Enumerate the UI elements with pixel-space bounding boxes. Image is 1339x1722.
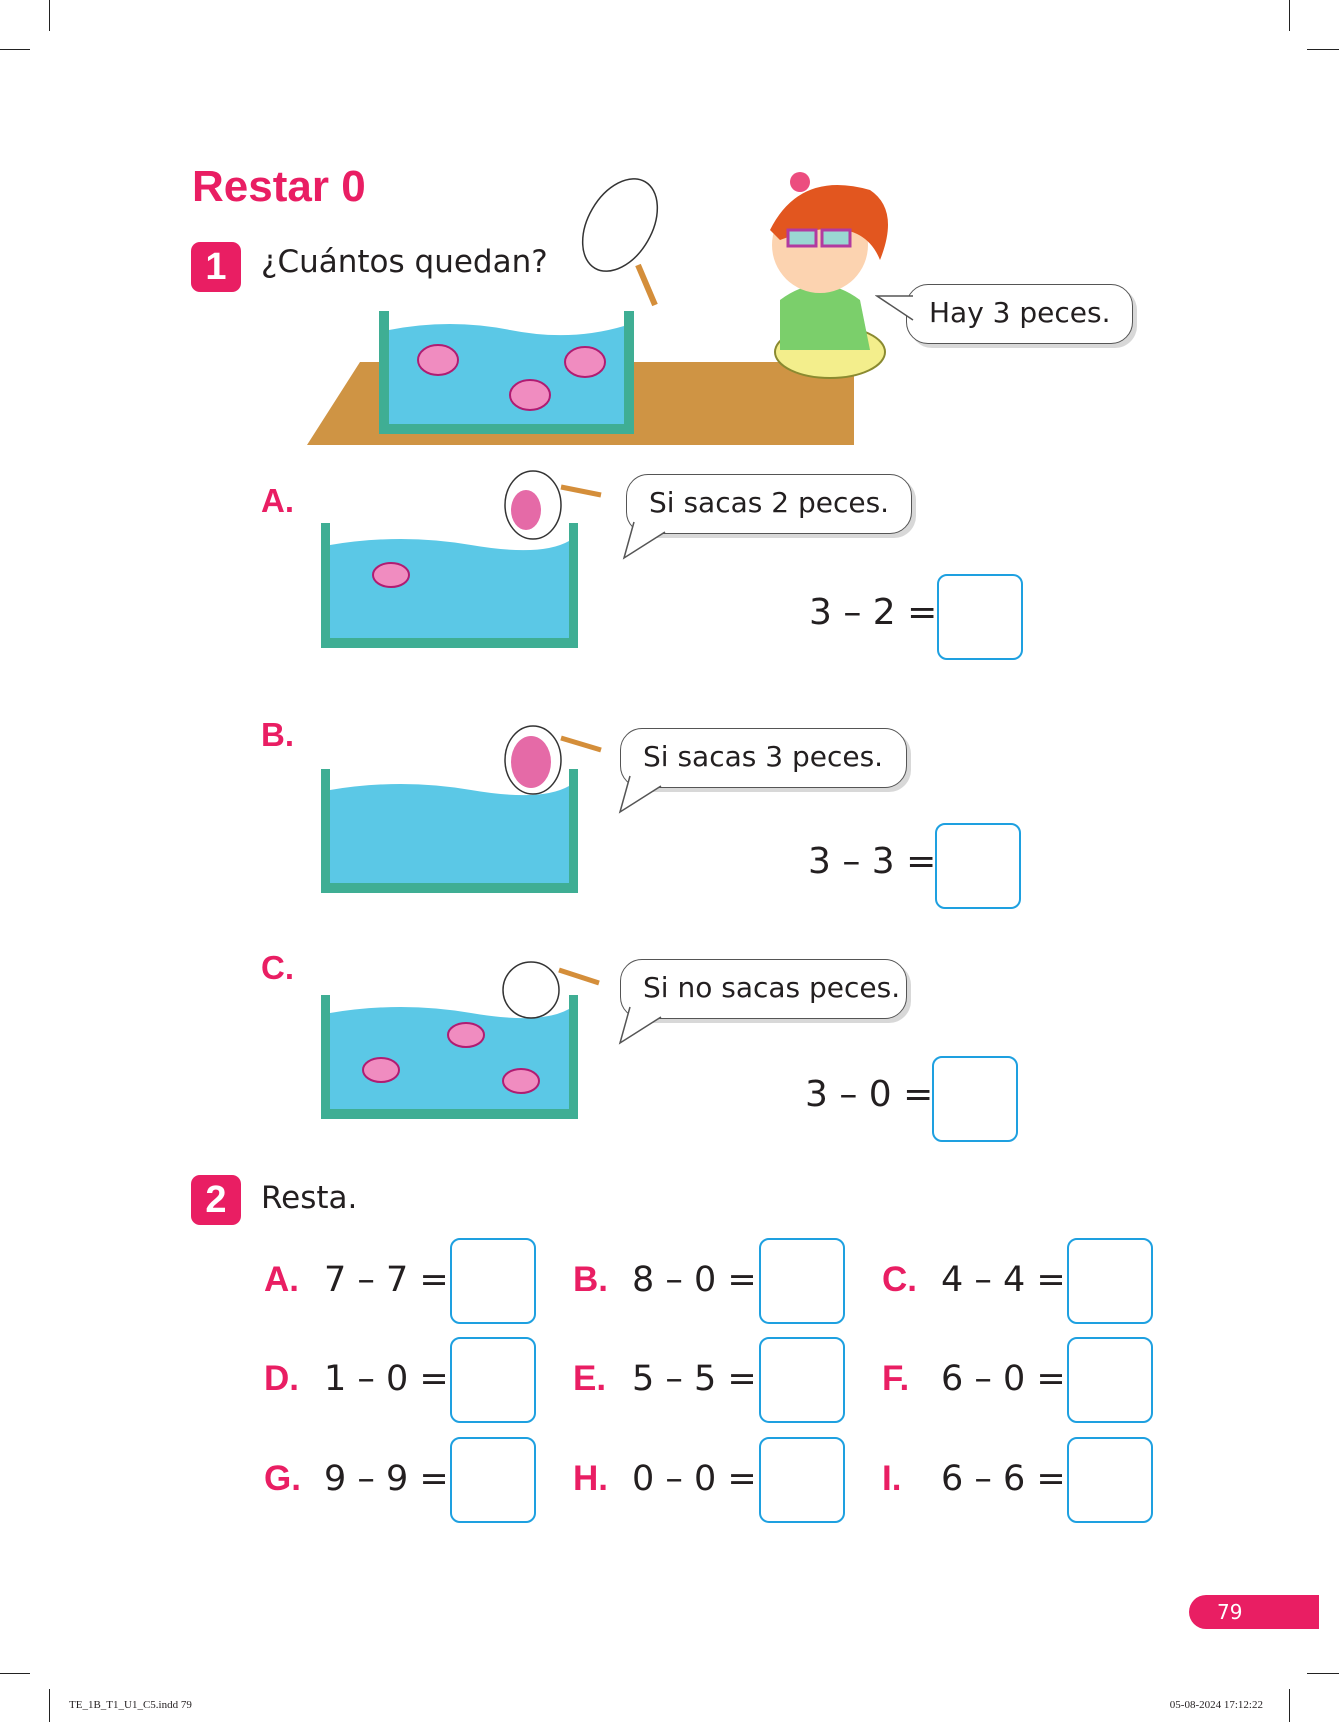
crop-mark xyxy=(1307,1673,1339,1674)
speech-bubble-intro: Hay 3 peces. xyxy=(906,284,1133,344)
speech-bubble-a: Si sacas 2 peces. xyxy=(626,474,912,534)
subtraction-expression: 4 – 4 = xyxy=(941,1260,1066,1300)
exercise-2-badge: 2 xyxy=(191,1175,241,1225)
page-title: Restar 0 xyxy=(192,162,366,211)
equation-b: 3 – 3 = xyxy=(808,841,937,882)
subtraction-answer-box[interactable] xyxy=(759,1337,845,1423)
subtraction-answer-box[interactable] xyxy=(1067,1337,1153,1423)
footer-timestamp: 05-08-2024 17:12:22 xyxy=(1169,1699,1263,1711)
crop-mark xyxy=(0,1673,30,1674)
tank-b-illustration xyxy=(321,720,611,895)
answer-box-b[interactable] xyxy=(935,823,1021,909)
subtraction-expression: 6 – 6 = xyxy=(941,1459,1066,1499)
answer-box-c[interactable] xyxy=(932,1056,1018,1142)
subtraction-label: E. xyxy=(573,1359,607,1398)
equation-a: 3 – 2 = xyxy=(809,592,938,633)
item-b-label: B. xyxy=(261,716,294,753)
subtraction-label: C. xyxy=(882,1260,917,1299)
page-number-tab: 79 xyxy=(1189,1595,1319,1629)
tank-c-illustration xyxy=(321,955,611,1120)
crop-mark xyxy=(49,0,50,31)
subtraction-expression: 1 – 0 = xyxy=(324,1359,449,1399)
crop-mark xyxy=(49,1689,50,1722)
item-a-label: A. xyxy=(261,482,294,519)
speech-bubble-tail xyxy=(620,520,670,560)
item-c-label: C. xyxy=(261,949,294,986)
subtraction-label: B. xyxy=(573,1260,608,1299)
crop-mark xyxy=(0,49,30,50)
subtraction-expression: 6 – 0 = xyxy=(941,1359,1066,1399)
subtraction-label: I. xyxy=(882,1459,902,1498)
subtraction-expression: 0 – 0 = xyxy=(632,1459,757,1499)
subtraction-expression: 7 – 7 = xyxy=(324,1260,449,1300)
subtraction-answer-box[interactable] xyxy=(1067,1238,1153,1324)
subtraction-label: D. xyxy=(264,1359,299,1398)
speech-bubble-tail xyxy=(616,1005,666,1045)
crop-mark xyxy=(1289,0,1290,31)
subtraction-label: H. xyxy=(573,1459,608,1498)
subtraction-expression: 5 – 5 = xyxy=(632,1359,757,1399)
subtraction-label: G. xyxy=(264,1459,301,1498)
subtraction-answer-box[interactable] xyxy=(450,1337,536,1423)
subtraction-answer-box[interactable] xyxy=(759,1437,845,1523)
crop-mark xyxy=(1307,49,1339,50)
subtraction-answer-box[interactable] xyxy=(1067,1437,1153,1523)
speech-bubble-tail xyxy=(875,292,915,322)
subtraction-expression: 9 – 9 = xyxy=(324,1459,449,1499)
girl-fishing-illustration xyxy=(300,170,900,450)
subtraction-expression: 8 – 0 = xyxy=(632,1260,757,1300)
subtraction-label: F. xyxy=(882,1359,910,1398)
exercise-2-prompt: Resta. xyxy=(261,1180,358,1216)
footer-file: TE_1B_T1_U1_C5.indd 79 xyxy=(69,1699,192,1711)
tank-a-illustration xyxy=(321,465,611,650)
speech-bubble-c: Si no sacas peces. xyxy=(620,959,907,1019)
equation-c: 3 – 0 = xyxy=(805,1074,934,1115)
speech-bubble-tail xyxy=(616,774,666,814)
answer-box-a[interactable] xyxy=(937,574,1023,660)
subtraction-answer-box[interactable] xyxy=(759,1238,845,1324)
subtraction-answer-box[interactable] xyxy=(450,1437,536,1523)
subtraction-answer-box[interactable] xyxy=(450,1238,536,1324)
exercise-1-badge: 1 xyxy=(191,242,241,292)
exercise-1-prompt: ¿Cuántos quedan? xyxy=(261,244,548,280)
crop-mark xyxy=(1289,1689,1290,1722)
speech-bubble-b: Si sacas 3 peces. xyxy=(620,728,907,788)
subtraction-label: A. xyxy=(264,1260,299,1299)
